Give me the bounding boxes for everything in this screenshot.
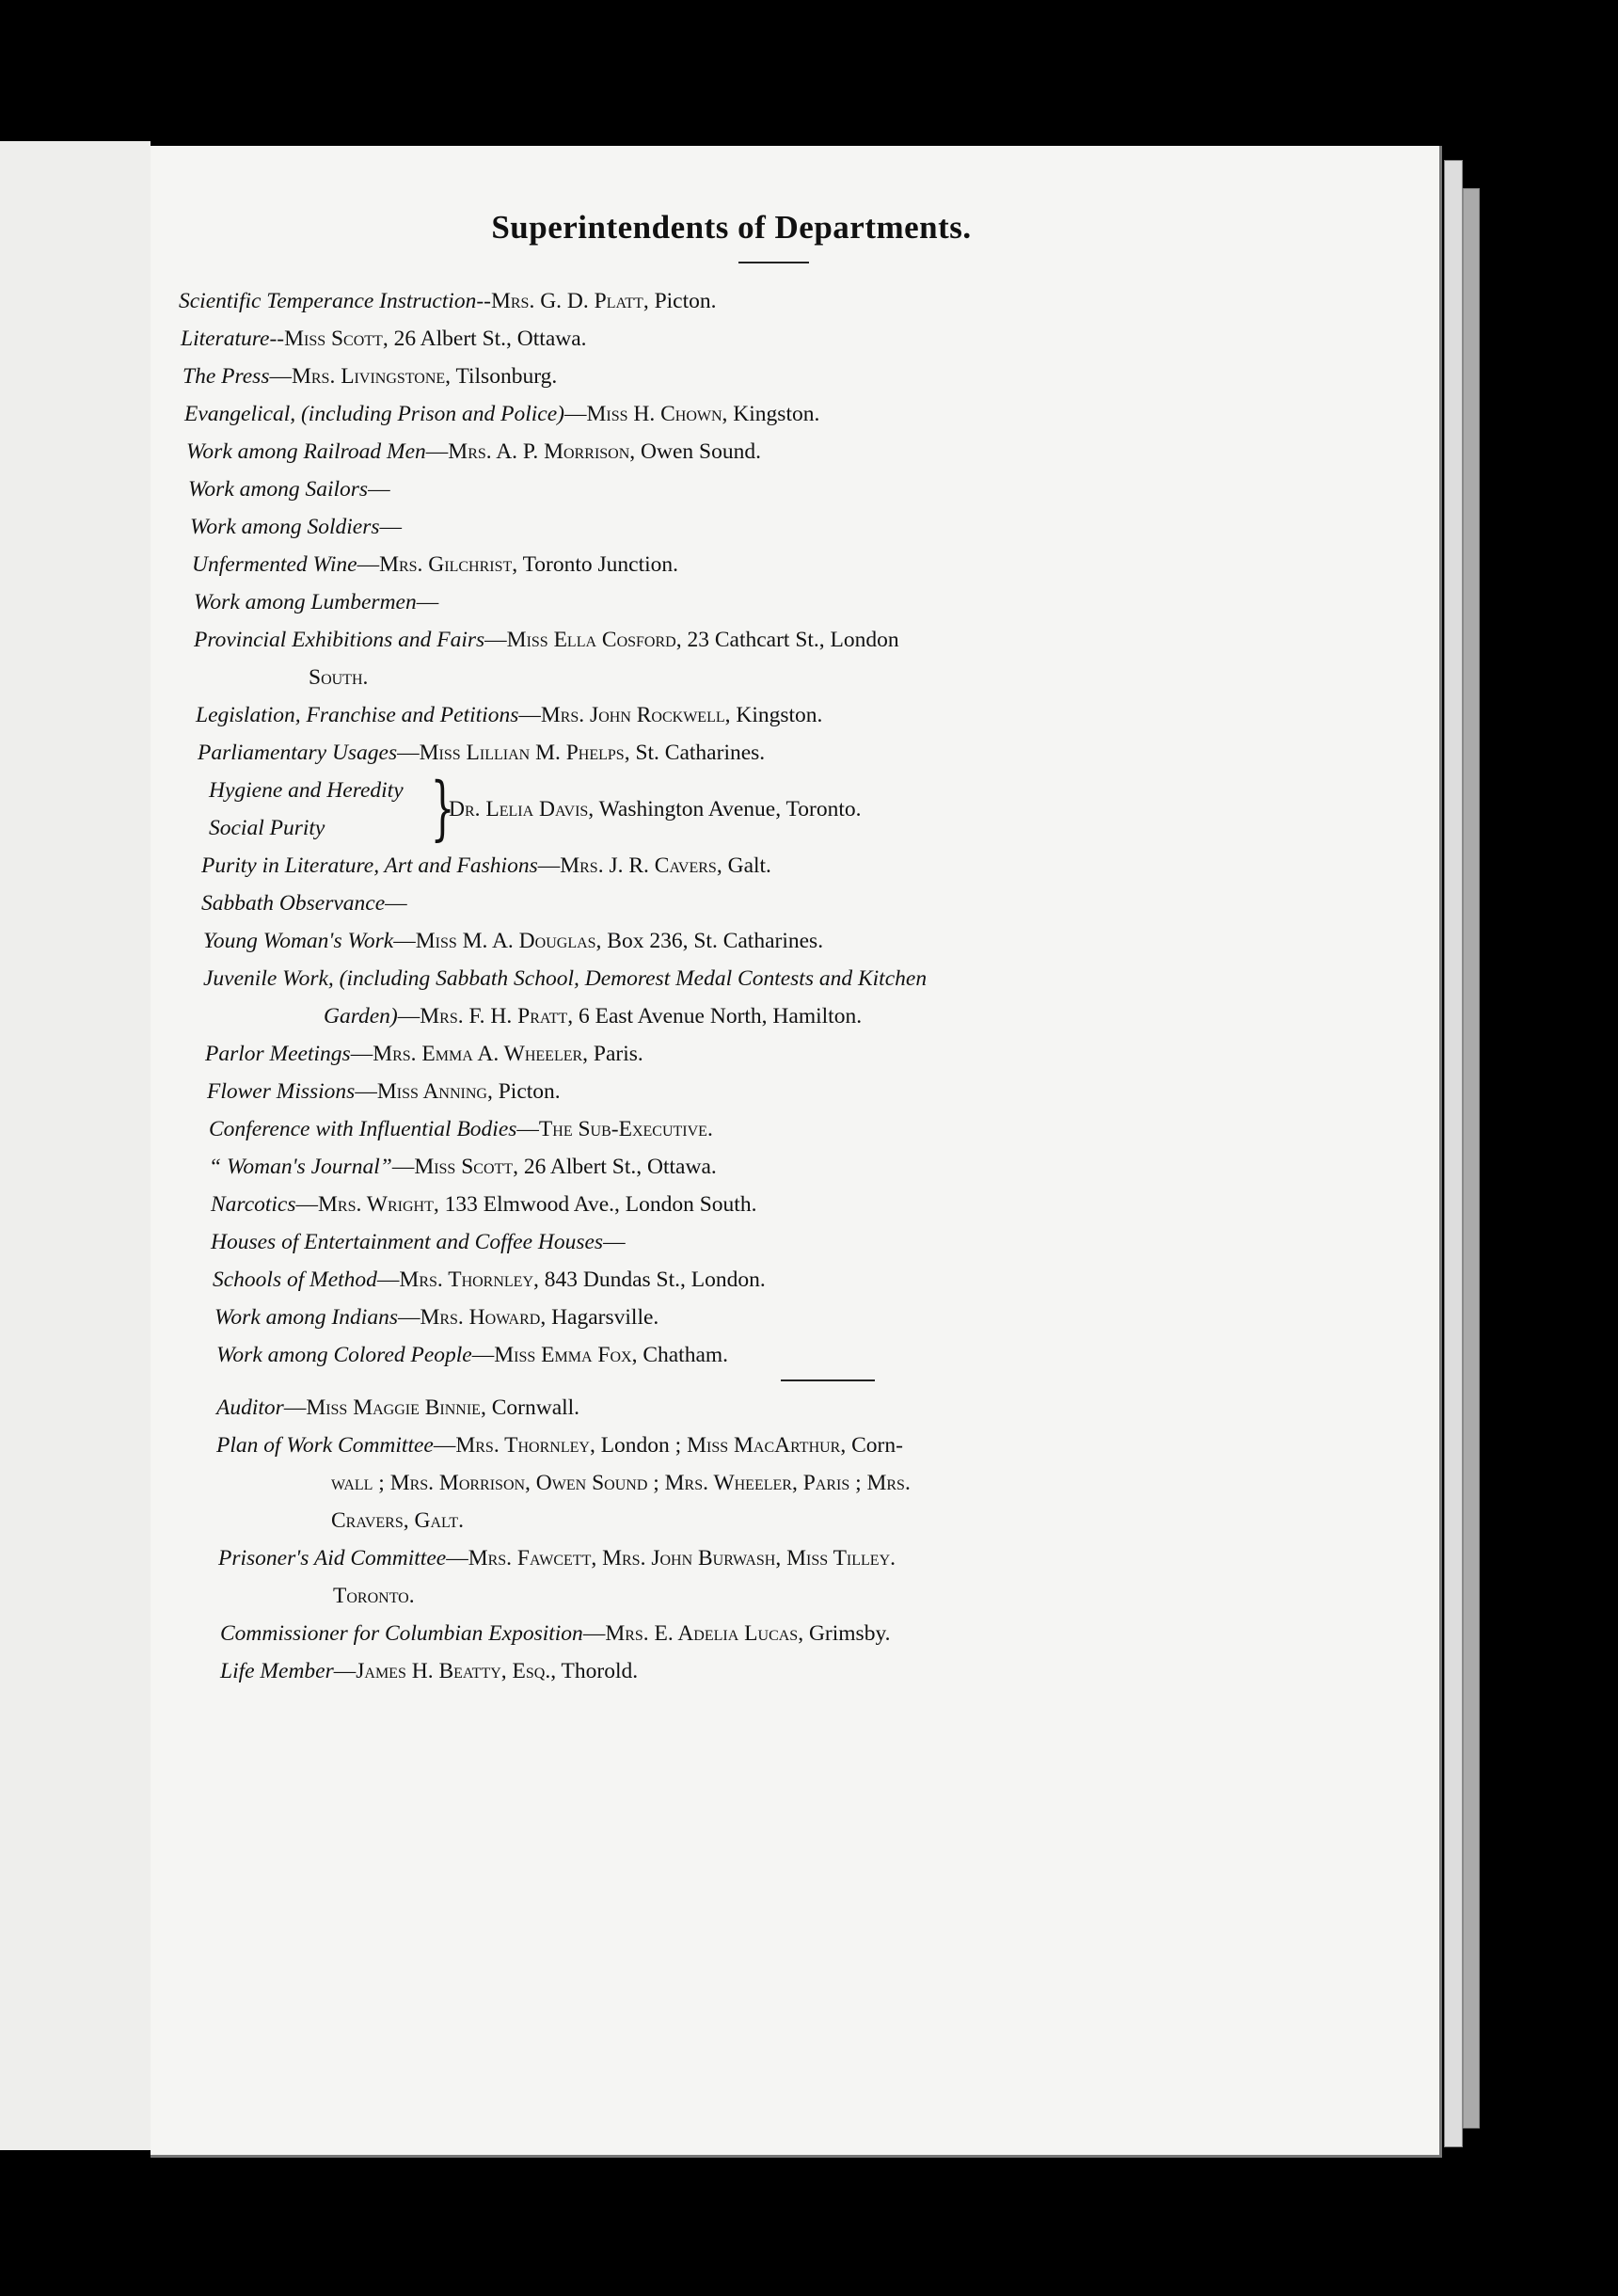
department-entry bbox=[207, 1073, 1251, 1110]
address-text: , 6 East Avenue North, Hamilton. bbox=[567, 1004, 863, 1028]
department-entry bbox=[194, 621, 1251, 659]
address-text: , 843 Dundas St., London. bbox=[533, 1268, 766, 1292]
address-text: , Cornwall. bbox=[480, 1395, 580, 1420]
department-entry bbox=[192, 546, 1251, 583]
address-text: , Box 236, St. Catharines. bbox=[595, 929, 824, 953]
continuation-line: South. bbox=[309, 665, 369, 690]
label-dash: — bbox=[582, 1621, 606, 1646]
department-label: “ Woman's Journal” bbox=[209, 1155, 392, 1179]
label-dash: — bbox=[537, 853, 561, 878]
superintendent-name: Mrs. Fawcett, Mrs. John Burwash, Miss Tilley bbox=[468, 1546, 891, 1571]
section-rule bbox=[781, 1379, 875, 1381]
department-entry bbox=[220, 1652, 1251, 1690]
superintendent-name: Mrs. G. D. Platt bbox=[490, 289, 643, 313]
department-entry bbox=[203, 960, 1251, 997]
department-label: Narcotics bbox=[211, 1192, 296, 1217]
department-label: Life Member bbox=[220, 1659, 334, 1683]
superintendent-name: Miss Emma Fox bbox=[494, 1343, 632, 1367]
department-label: Juvenile Work, (including Sabbath School, Demorest Medal Contests and Kitchen bbox=[203, 966, 928, 991]
address-text: , Galt. bbox=[716, 853, 771, 878]
department-label: Commissioner for Columbian Exposition bbox=[220, 1621, 583, 1646]
department-label: Work among Colored People bbox=[216, 1343, 472, 1367]
department-list-continued bbox=[179, 847, 1251, 1374]
superintendent-name: Mrs. Howard bbox=[420, 1305, 541, 1330]
label-dash: — bbox=[376, 1268, 400, 1292]
address-text: . bbox=[890, 1546, 896, 1571]
department-entry bbox=[194, 583, 1251, 621]
label-dash: — bbox=[397, 1305, 420, 1330]
label-dash: — bbox=[516, 1117, 539, 1141]
label-dash: — bbox=[397, 1004, 420, 1028]
label-dash: — bbox=[433, 1433, 456, 1458]
superintendent-name: Miss MacArthur bbox=[687, 1433, 841, 1458]
address-text: , Tilsonburg. bbox=[445, 364, 558, 389]
superintendent-name: Miss Ella Cosford bbox=[506, 628, 676, 652]
superintendent-name: Mrs. Wright bbox=[318, 1192, 434, 1217]
label-dash: — bbox=[379, 515, 402, 539]
label-dash: — bbox=[269, 364, 292, 389]
superintendent-name: Mrs. A. P. Morrison bbox=[448, 439, 630, 464]
continuation-line bbox=[324, 997, 1251, 1035]
department-label: Parlor Meetings bbox=[205, 1042, 351, 1066]
left-page-edge bbox=[0, 141, 151, 2150]
department-label: Purity in Literature, Art and Fashions bbox=[201, 853, 538, 878]
label-dash: — bbox=[391, 1155, 415, 1179]
department-label: Sabbath Observance bbox=[201, 891, 386, 916]
department-entry bbox=[209, 1148, 1251, 1186]
address-text: , Kingston. bbox=[722, 402, 820, 426]
address-text: . bbox=[706, 1117, 713, 1141]
right-brace-icon: } bbox=[430, 768, 455, 849]
address-text: , Paris. bbox=[582, 1042, 643, 1066]
label-dash: — bbox=[333, 1659, 357, 1683]
label-dash: — bbox=[283, 1395, 307, 1420]
address-text: , Chatham. bbox=[631, 1343, 729, 1367]
superintendent-name: Mrs. Thornley bbox=[455, 1433, 590, 1458]
label-dash: — bbox=[563, 402, 587, 426]
brace-rest: , Washington Avenue, Toronto. bbox=[588, 797, 862, 821]
brace-label-2: Social Purity bbox=[209, 816, 325, 840]
page-stack-edge bbox=[1444, 160, 1463, 2147]
label-dash: — bbox=[416, 590, 439, 614]
department-label: Garden) bbox=[324, 1004, 398, 1028]
department-label: Unfermented Wine bbox=[192, 552, 357, 577]
superintendent-name: Mrs. Thornley bbox=[399, 1268, 534, 1292]
address-text: , 133 Elmwood Ave., London South. bbox=[433, 1192, 757, 1217]
department-entry bbox=[186, 433, 1251, 470]
superintendent-name: Mrs. J. R. Cavers bbox=[560, 853, 717, 878]
department-entry bbox=[220, 1615, 1251, 1652]
department-label: Houses of Entertainment and Coffee Houses bbox=[211, 1230, 604, 1254]
superintendent-name: Mrs. E. Adelia Lucas bbox=[605, 1621, 799, 1646]
department-entry bbox=[179, 282, 1251, 320]
department-label: Literature bbox=[181, 327, 270, 351]
address-text: , 26 Albert St., Ottawa. bbox=[382, 327, 587, 351]
brace-label-1: Hygiene and Heredity bbox=[209, 778, 404, 803]
department-label: Work among Soldiers bbox=[190, 515, 380, 539]
department-entry bbox=[216, 1336, 1251, 1374]
address-text: , Corn- bbox=[840, 1433, 903, 1458]
department-entry bbox=[184, 395, 1251, 433]
label-dash: — bbox=[471, 1343, 495, 1367]
label-dash: — bbox=[484, 628, 507, 652]
label-dash: — bbox=[603, 1230, 626, 1254]
address-text: , Picton. bbox=[642, 289, 717, 313]
superintendent-name: Miss H. Chown bbox=[586, 402, 722, 426]
continuation-line: Toronto. bbox=[333, 1584, 415, 1608]
continuation-line: wall ; Mrs. Morrison, Owen Sound ; Mrs. Wheeler, Paris ; Mrs. bbox=[331, 1471, 911, 1495]
address-text: , London ; bbox=[589, 1433, 688, 1458]
department-label: Evangelical, (including Prison and Police) bbox=[184, 402, 564, 426]
braced-entry bbox=[199, 768, 1251, 849]
label-dash: -- bbox=[269, 327, 285, 351]
superintendent-name: James H. Beatty, Esq. bbox=[356, 1659, 551, 1683]
brace-name: Dr. Lelia Davis bbox=[449, 797, 589, 821]
officer-list bbox=[179, 1389, 1251, 1690]
address-text: , 23 Cathcart St., London bbox=[675, 628, 899, 652]
department-entry bbox=[213, 1261, 1251, 1299]
page-stack-edge bbox=[1463, 188, 1480, 2129]
label-dash: — bbox=[518, 703, 541, 727]
department-entry bbox=[201, 885, 1251, 922]
department-entry bbox=[209, 1110, 1251, 1148]
department-entry bbox=[214, 1299, 1251, 1336]
department-label: Work among Lumbermen bbox=[194, 590, 417, 614]
department-label: The Press bbox=[182, 364, 270, 389]
label-dash: — bbox=[446, 1546, 468, 1571]
department-label: Parliamentary Usages bbox=[198, 741, 398, 765]
address-text: , Owen Sound. bbox=[629, 439, 761, 464]
label-dash: — bbox=[368, 477, 390, 502]
department-entry bbox=[211, 1223, 1251, 1261]
department-entry bbox=[216, 1427, 1251, 1464]
label-dash: — bbox=[425, 439, 449, 464]
department-entry bbox=[211, 1186, 1251, 1223]
label-dash: — bbox=[393, 929, 416, 953]
department-label: Auditor bbox=[216, 1395, 284, 1420]
department-label: Work among Indians bbox=[214, 1305, 398, 1330]
page-title: Superintendents of Departments. bbox=[491, 209, 972, 246]
department-entry bbox=[205, 1035, 1251, 1073]
superintendent-name: The Sub-Executive bbox=[538, 1117, 707, 1141]
address-text: , Kingston. bbox=[724, 703, 823, 727]
label-dash: — bbox=[385, 891, 407, 916]
label-dash: -- bbox=[476, 289, 491, 313]
department-entry bbox=[181, 320, 1251, 358]
label-dash: — bbox=[397, 741, 420, 765]
department-label: Young Woman's Work bbox=[203, 929, 394, 953]
department-entry bbox=[182, 358, 1251, 395]
department-label: Legislation, Franchise and Petitions bbox=[196, 703, 519, 727]
title-rule bbox=[738, 262, 809, 263]
department-entry bbox=[203, 922, 1251, 960]
superintendent-name: Miss Anning bbox=[376, 1079, 487, 1104]
label-dash: — bbox=[295, 1192, 319, 1217]
brace-value bbox=[449, 790, 862, 828]
label-dash: — bbox=[350, 1042, 373, 1066]
department-label: Conference with Influential Bodies bbox=[209, 1117, 517, 1141]
department-entry bbox=[188, 470, 1251, 508]
superintendent-name: Mrs. Livingstone bbox=[291, 364, 446, 389]
department-label: Provincial Exhibitions and Fairs bbox=[194, 628, 485, 652]
superintendent-name: Miss M. A. Douglas bbox=[415, 929, 596, 953]
department-entry bbox=[196, 696, 1251, 734]
department-label: Scientific Temperance Instruction bbox=[179, 289, 477, 313]
continuation-line: Cravers, Galt. bbox=[331, 1508, 464, 1533]
page-content bbox=[179, 207, 1251, 1690]
address-text: , Hagarsville. bbox=[540, 1305, 659, 1330]
department-label: Plan of Work Committee bbox=[216, 1433, 434, 1458]
department-label: Schools of Method bbox=[213, 1268, 377, 1292]
address-text: , Picton. bbox=[486, 1079, 561, 1104]
address-text: , 26 Albert St., Ottawa. bbox=[513, 1155, 717, 1179]
label-dash: — bbox=[355, 1079, 377, 1104]
superintendent-name: Mrs. Emma A. Wheeler bbox=[373, 1042, 583, 1066]
label-dash: — bbox=[357, 552, 380, 577]
superintendent-name: Mrs. John Rockwell bbox=[540, 703, 725, 727]
department-list bbox=[179, 282, 1251, 772]
department-label: Work among Railroad Men bbox=[186, 439, 426, 464]
department-entry bbox=[201, 847, 1251, 885]
superintendent-name: Mrs. F. H. Pratt bbox=[420, 1004, 568, 1028]
department-entry bbox=[198, 734, 1251, 772]
superintendent-name: Miss Scott bbox=[284, 327, 383, 351]
superintendent-name: Miss Lillian M. Phelps bbox=[419, 741, 625, 765]
department-entry bbox=[190, 508, 1251, 546]
superintendent-name: Miss Scott bbox=[414, 1155, 514, 1179]
department-entry bbox=[216, 1389, 1251, 1427]
department-entry bbox=[218, 1539, 1251, 1577]
department-label: Work among Sailors bbox=[188, 477, 369, 502]
address-text: , St. Catharines. bbox=[624, 741, 766, 765]
superintendent-name: Mrs. Gilchrist bbox=[379, 552, 513, 577]
department-label: Flower Missions bbox=[207, 1079, 356, 1104]
address-text: , Thorold. bbox=[550, 1659, 639, 1683]
superintendent-name: Miss Maggie Binnie bbox=[306, 1395, 481, 1420]
department-label: Prisoner's Aid Committee bbox=[218, 1546, 447, 1571]
address-text: , Toronto Junction. bbox=[512, 552, 679, 577]
address-text: , Grimsby. bbox=[798, 1621, 891, 1646]
